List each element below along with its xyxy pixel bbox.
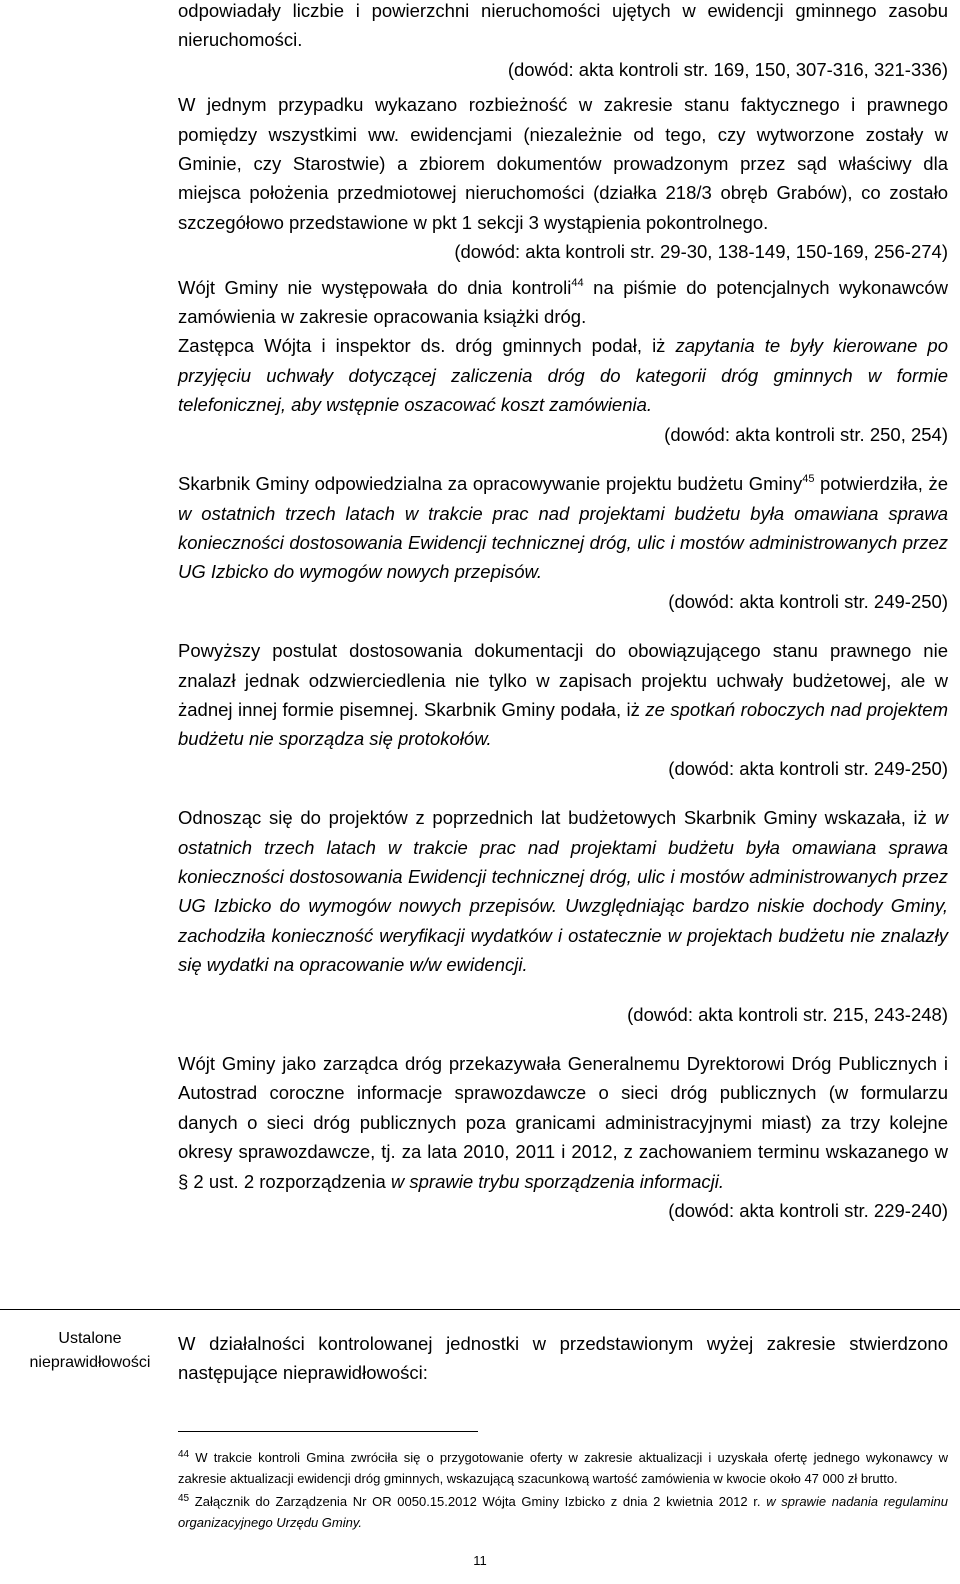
evidence-reference: (dowód: akta kontroli str. 169, 150, 307-316, 321-336)	[507, 58, 948, 80]
footnote-45: $^{45}$ Załącznik do Zarządzenia Nr OR 0050.15.2012 Wójta Gminy Izbicko z dnia 2 kwietnia 2012 r. w sprawie nadania regulaminu organizacyjnego Urzędu Gminy.	[178, 1493, 948, 1530]
evidence-reference: (dowód: akta kontroli str. 215, 243-248)	[627, 1003, 948, 1025]
paragraph: Odnosząc się do projektów z poprzednich lat budżetowych Skarbnik Gminy wskazała, iż w ostatnich trzech latach w trakcie prac nad projektami budżetu była omawiana sprawa konieczności dostosowania Ewidencji technicznej dróg, ulic i mostów administrowanych przez UG Izbicko do wymogów nowych przepisów. Uwzględniając bardzo niskie dochody Gminy, zachodziła konieczność weryfikacji wydatków i ostatecznie w projektach budżetu nie znalazły się wydatki na opracowanie w/w ewidencji.	[178, 807, 948, 976]
footnote-ref[interactable]: 45	[802, 473, 815, 486]
evidence-reference: (dowód: akta kontroli str. 249-250)	[668, 590, 948, 612]
evidence-reference: (dowód: akta kontroli str. 249-250)	[668, 757, 948, 779]
footnote-ref[interactable]: 44	[571, 276, 584, 289]
paragraph: Wójt Gminy jako zarządca dróg przekazywała Generalnemu Dyrektorowi Dróg Publicznych i Autostrad coroczne informacje sprawozdawcze o sieci dróg publicznych (w formularzu danych o sieci dróg publicznych poza granicami administracyjnymi miast) za trzy kolejne okresy sprawozdawcze, tj. za lata 2010, 2011 i 2012, z zachowaniem terminu wskazanego w § 2 ust. 2 rozporządzenia w sprawie trybu sporządzenia informacji.	[178, 1053, 948, 1192]
paragraph: Wójt Gminy nie występowała do dnia kontroli$^{44}$ na piśmie do potencjalnych wykonawców zamówienia w zakresie opracowania książki dróg.	[178, 276, 948, 328]
footnotes	[178, 1448, 948, 1536]
section-intro	[178, 1329, 948, 1388]
paragraph: W jednym przypadku wykazano rozbieżność w zakresie stanu faktycznego i prawnego pomiędzy wszystkimi ww. ewidencjami (niezależnie od tego, czy wytworzone zostały w Gminie, czy Starostwie) a zbiorem dokumentów prowadzonym przez sąd właściwy dla miejsca położenia przedmiotowej nieruchomości (działka 218/3 obręb Grabów), co zostało szczegółowo przedstawione w pkt 1 sekcji 3 wystąpienia pokontrolnego.	[178, 94, 948, 233]
paragraph: odpowiadały liczbie i powierzchni nieruchomości ujętych w ewidencji gminnego zasobu nieruchomości.	[178, 0, 948, 51]
footnote-separator	[178, 1431, 478, 1432]
evidence-reference: (dowód: akta kontroli str. 29-30, 138-149, 150-169, 256-274)	[454, 241, 948, 263]
evidence-reference: (dowód: akta kontroli str. 229-240)	[668, 1200, 948, 1222]
page-number: 11	[473, 1553, 487, 1568]
evidence-reference: (dowód: akta kontroli str. 250, 254)	[664, 423, 948, 445]
main-text-column	[178, 0, 948, 1225]
side-label: Ustalone nieprawidłowości	[29, 1330, 151, 1371]
paragraph: Zastępca Wójta i inspektor ds. dróg gminnych podał, iż zapytania te były kierowane po przyjęciu uchwały dotyczącej zaliczenia dróg do kategorii dróg gminnych w formie telefonicznej, aby wstępnie oszacować koszt zamówienia.	[178, 335, 949, 416]
section-divider	[0, 1309, 960, 1310]
paragraph: Powyższy postulat dostosowania dokumentacji do obowiązującego stanu prawnego nie znalazł jednak odzwierciedlenia nie tylko w zapisach projektu uchwały budżetowej, ale w żadnej innej formie pisemnej. Skarbnik Gminy podała, iż ze spotkań roboczych nad projektem budżetu nie sporządza się protokołów.	[178, 640, 948, 750]
footnote-44: $^{44}$ W trakcie kontroli Gmina zwróciła się o przygotowanie oferty w zakresie aktualizacji i uzyskała ofertę jednego wykonawcy w zakresie aktualizacji ewidencji dróg gminnych, wskazującą szacunkową wartość zamówienia w kwocie około 47 000 zł brutto.	[178, 1449, 948, 1486]
paragraph: Skarbnik Gminy odpowiedzialna za opracowywanie projektu budżetu Gminy$^{45}$ potwierdziła, że w ostatnich trzech latach w trakcie prac nad projektami budżetu była omawiana sprawa konieczności dostosowania Ewidencji technicznej dróg, ulic i mostów administrowanych przez UG Izbicko do wymogów nowych przepisów.	[178, 473, 948, 583]
paragraph: W działalności kontrolowanej jednostki w przedstawionym wyżej zakresie stwierdzono następujące nieprawidłowości:	[178, 1333, 948, 1384]
